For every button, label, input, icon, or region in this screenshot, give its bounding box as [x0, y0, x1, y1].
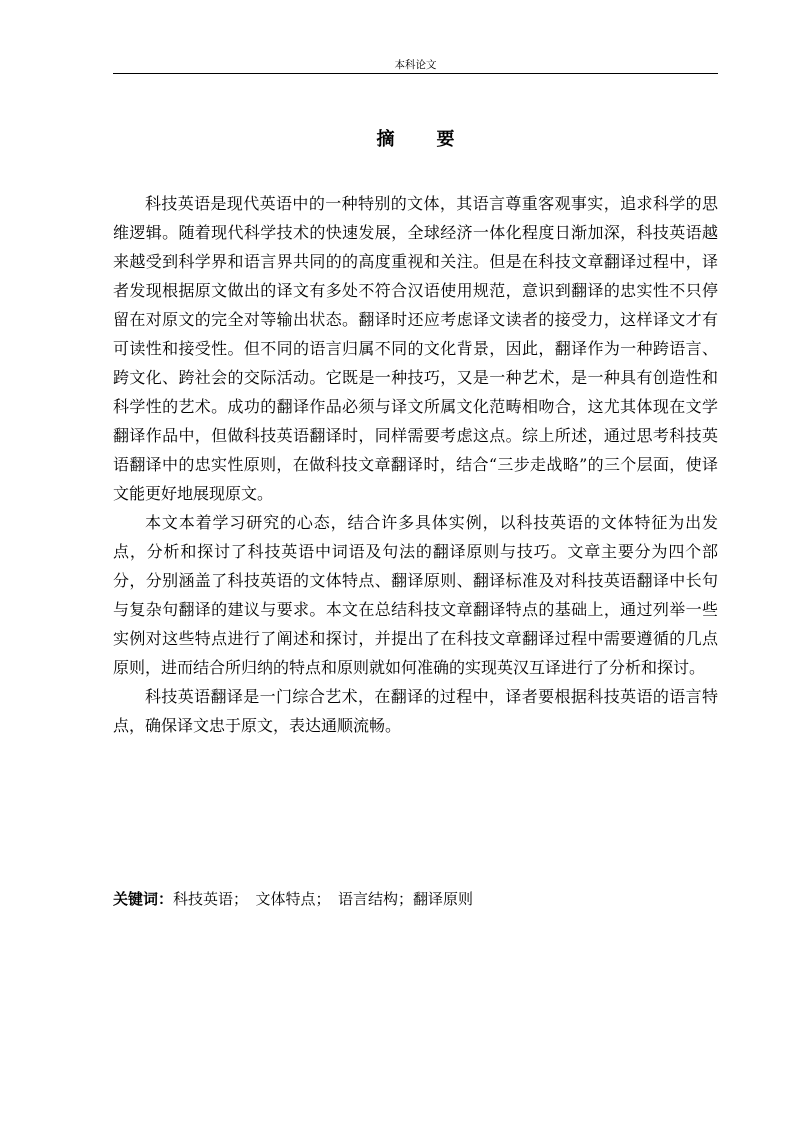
keywords-text: 科技英语； 文体特点； 语言结构；翻译原则: [173, 890, 474, 908]
keywords-line: [113, 887, 718, 911]
abstract-paragraph-2: 本文本着学习研究的心态，结合许多具体实例，以科技英语的文体特征为出发点，分析和探讨了科技英语中词语及句法的翻译原则与技巧。文章主要分为四个部分，分别涵盖了科技英语的文体特点、翻译原则、翻译标准及对科技英语翻译中长句与复杂句翻译的建议与要求。本文在总结科技文章翻译特点的基础上，通过列举一些实例对这些特点进行了阐述和探讨，并提出了在科技文章翻译过程中需要遵循的几点原则，进而结合所归纳的特点和原则就如何准确的实现英汉互译进行了分析和探讨。: [113, 513, 718, 677]
header-rule: [113, 73, 718, 74]
abstract-paragraph-3: 科技英语翻译是一门综合艺术，在翻译的过程中，译者要根据科技英语的语言特点，确保译文忠于原文，表达通顺流畅。: [113, 687, 718, 735]
abstract-body: [113, 189, 718, 740]
abstract-title: 摘要: [376, 129, 497, 150]
running-header: 本科论文: [394, 59, 437, 71]
keywords-label: 关键词：: [113, 890, 174, 908]
abstract-paragraph-1: 科技英语是现代英语中的一种特别的文体，其语言尊重客观事实，追求科学的思维逻辑。随着现代科学技术的快速发展，全球经济一体化程度日渐加深，科技英语越来越受到科学界和语言界共同的的高度重视和关注。但是在科技文章翻译过程中，译者发现根据原文做出的译文有多处不符合汉语使用规范，意识到翻译的忠实性不只停留在对原文的完全对等输出状态。翻译时还应考虑译文读者的接受力，这样译文才有可读性和接受性。但不同的语言归属不同的文化背景，因此，翻译作为一种跨语言、跨文化、跨社会的交际活动。它既是一种技巧，又是一种艺术，是一种具有创造性和科学性的艺术。成功的翻译作品必须与译文所属文化范畴相吻合，这尤其体现在文学翻译作品中，但做科技英语翻译时，同样需要考虑这点。综上所述，通过思考科技英语翻译中的忠实性原则，在做科技文章翻译时，结合“三步走战略”的三个层面，使译文能更好地展现原文。: [113, 194, 718, 503]
